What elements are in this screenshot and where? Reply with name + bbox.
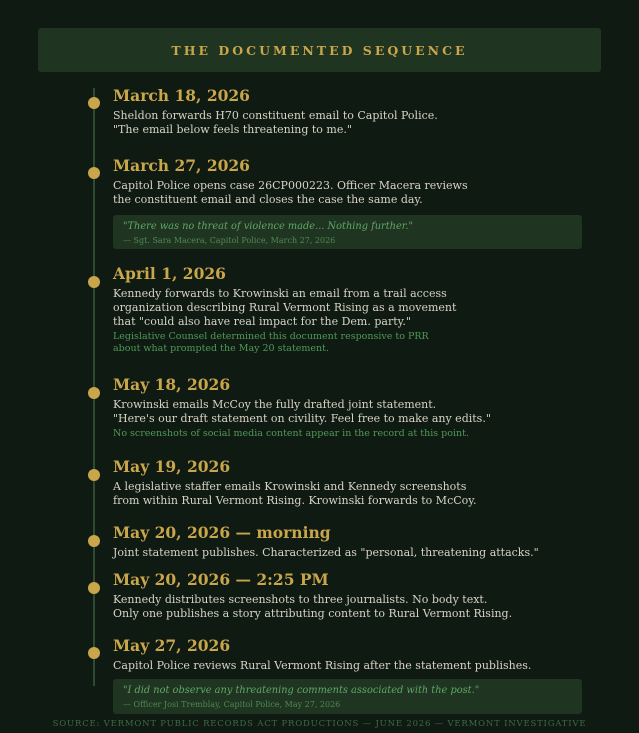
entry-line: organization describing Rural Vermont Rising as a movement — [113, 301, 457, 314]
timeline-entry — [113, 157, 593, 207]
entry-note — [113, 331, 593, 355]
section-header — [38, 28, 601, 72]
quote-box — [113, 215, 582, 249]
source-footer: SOURCE: VERMONT PUBLIC RECORDS ACT PRODUCTIONS — JUNE 2026 — VERMONT INVESTIGATIVE — [52, 719, 587, 729]
timeline-dot — [88, 535, 100, 547]
entry-line: Capitol Police reviews Rural Vermont Rising after the statement publishes. — [113, 659, 532, 672]
quote-text: "I did not observe any threatening comments associated with the post." — [123, 685, 480, 696]
timeline-dot — [88, 167, 100, 179]
entry-text — [113, 593, 593, 621]
entry-line: "The email below feels threatening to me." — [113, 123, 352, 136]
entry-line: A legislative staffer emails Krowinski and Kennedy screenshots — [113, 480, 467, 493]
entry-text — [113, 398, 593, 426]
entry-line: Kennedy distributes screenshots to three journalists. No body text. — [113, 593, 488, 606]
entry-line: "Here's our draft statement on civility. Feel free to make any edits." — [113, 412, 491, 425]
entry-line: Kennedy forwards to Krowinski an email from a trail access — [113, 287, 447, 300]
entry-text — [113, 287, 593, 329]
timeline-dot — [88, 582, 100, 594]
timeline-entry — [113, 524, 593, 560]
entry-date: May 27, 2026 — [113, 636, 231, 655]
timeline-entry — [113, 265, 593, 355]
entry-date: May 18, 2026 — [113, 375, 231, 394]
timeline-entry — [113, 458, 593, 508]
quote-box — [113, 679, 582, 714]
entry-line: Krowinski emails McCoy the fully drafted joint statement. — [113, 398, 437, 411]
entry-text — [113, 480, 593, 508]
timeline-dot — [88, 97, 100, 109]
timeline-entry — [113, 571, 593, 621]
entry-line: that "could also have real impact for the Dem. party." — [113, 315, 411, 328]
timeline-entry — [113, 87, 593, 137]
note-line: No screenshots of social media content appear in the record at this point. — [113, 428, 469, 439]
entry-line: Sheldon forwards H70 constituent email to Capitol Police. — [113, 109, 438, 122]
timeline-dot — [88, 469, 100, 481]
entry-date: May 20, 2026 — morning — [113, 523, 331, 542]
entry-date: April 1, 2026 — [113, 264, 226, 283]
timeline-entry — [113, 376, 593, 440]
entry-text — [113, 546, 593, 560]
entry-date: March 18, 2026 — [113, 86, 250, 105]
timeline-entry — [113, 637, 593, 673]
entry-line: Joint statement publishes. Characterized as "personal, threatening attacks." — [113, 546, 539, 559]
timeline-dot — [88, 387, 100, 399]
quote-attribution: — Officer Josi Tremblay, Capitol Police, May 27, 2026 — [123, 700, 341, 709]
entry-date: May 19, 2026 — [113, 457, 231, 476]
timeline-dot — [88, 276, 100, 288]
entry-line: the constituent email and closes the case the same day. — [113, 193, 423, 206]
entry-text — [113, 109, 593, 137]
entry-line: from within Rural Vermont Rising. Krowinski forwards to McCoy. — [113, 494, 477, 507]
note-line: about what prompted the May 20 statement. — [113, 343, 329, 354]
note-line: Legislative Counsel determined this document responsive to PRR — [113, 331, 429, 342]
entry-date: May 20, 2026 — 2:25 PM — [113, 570, 329, 589]
entry-line: Capitol Police opens case 26CP000223. Officer Macera reviews — [113, 179, 468, 192]
quote-text: "There was no threat of violence made... Nothing further." — [123, 221, 413, 232]
entry-text — [113, 659, 593, 673]
entry-line: Only one publishes a story attributing content to Rural Vermont Rising. — [113, 607, 513, 620]
entry-note — [113, 428, 593, 440]
quote-attribution: — Sgt. Sara Macera, Capitol Police, March 27, 2026 — [123, 236, 336, 245]
timeline-dot — [88, 647, 100, 659]
entry-text — [113, 179, 593, 207]
entry-date: March 27, 2026 — [113, 156, 250, 175]
section-title: THE DOCUMENTED SEQUENCE — [171, 42, 468, 58]
